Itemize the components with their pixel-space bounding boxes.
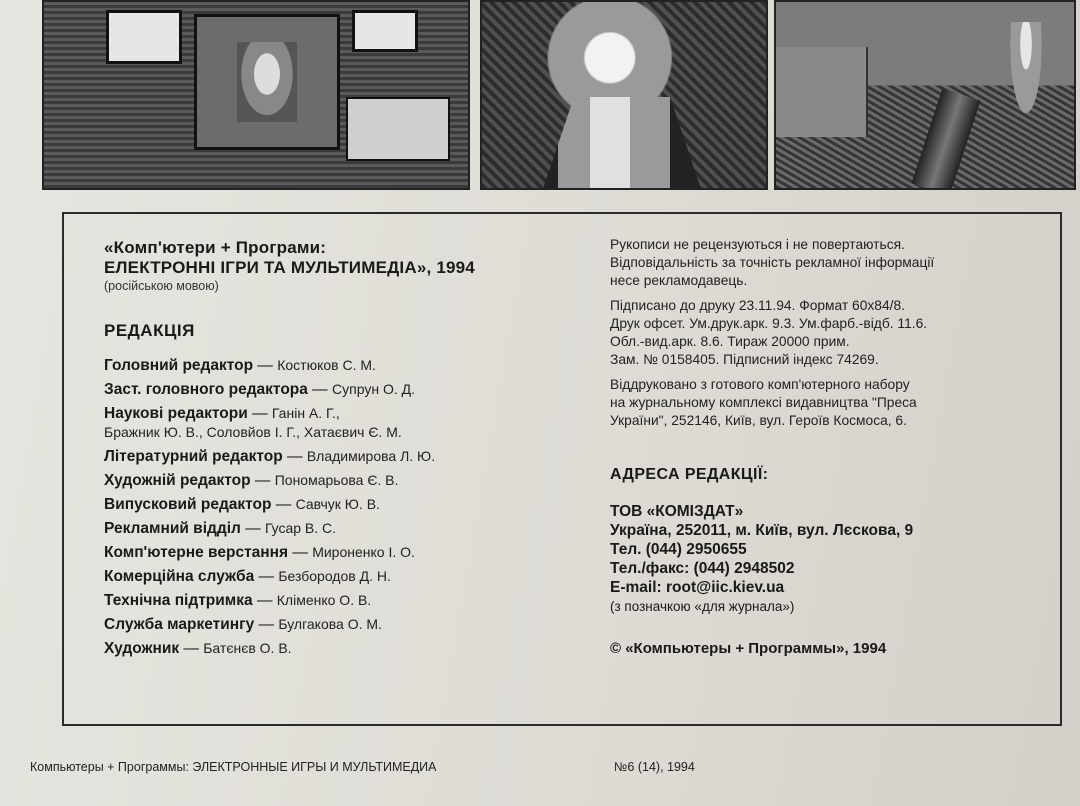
- notice-line: несе рекламодавець.: [610, 273, 748, 288]
- magazine-title-line1: «Комп'ютери + Програми:: [104, 238, 327, 257]
- staff-row: [104, 446, 574, 467]
- footer-issue-number: №6 (14), 1994: [614, 760, 695, 774]
- staff-sep: —: [288, 544, 313, 561]
- enemy-figure: [1006, 22, 1046, 132]
- game-screenshot-3: [774, 0, 1076, 190]
- staff-sep: —: [252, 592, 277, 609]
- spec-line: Друк офсет. Ум.друк.арк. 9.3. Ум.фарб.-відб. 11.6.: [610, 316, 928, 331]
- typeset-line: Віддруковано з готового комп'ютерного набору: [610, 377, 910, 392]
- staff-person: Владимирова Л. Ю.: [306, 448, 436, 464]
- staff-role: Випусковий редактор: [104, 496, 272, 513]
- staff-row: [104, 638, 574, 659]
- notice-line: Рукописи не рецензуються і не повертаються.: [610, 237, 905, 252]
- monitor-left: [106, 10, 182, 64]
- staff-sep: —: [254, 568, 279, 585]
- game-screenshot-2: [480, 0, 768, 190]
- staff-role: Головний редактор: [104, 357, 254, 374]
- staff-sep: —: [240, 520, 265, 537]
- staff-person: Савчук Ю. В.: [295, 496, 380, 512]
- imprint-box: [62, 212, 1062, 726]
- game-screenshot-1: [42, 0, 470, 190]
- address-heading: АДРЕСА РЕДАКЦІЇ:: [610, 466, 769, 483]
- email-note: (з позначкою «для журнала»): [610, 599, 795, 614]
- typeset-info: [610, 376, 1050, 430]
- staff-sep: —: [250, 472, 275, 489]
- staff-role: Художник: [104, 640, 180, 657]
- staff-person: Бражник Ю. В., Соловйов І. Г., Хатаєвич Є. М.: [104, 424, 402, 440]
- footer-publication-name: Компьютеры + Программы: ЭЛЕКТРОННЫЕ ИГРЫ И МУЛЬТИМЕДИА: [30, 760, 437, 774]
- staff-role: Рекламний відділ: [104, 520, 241, 537]
- staff-row: [104, 403, 574, 424]
- staff-row: [104, 614, 574, 635]
- staff-sep: —: [253, 357, 278, 374]
- wall-block: [776, 47, 868, 137]
- character-figure: [237, 42, 297, 122]
- staff-row: [104, 379, 574, 400]
- staff-sep: —: [179, 640, 204, 657]
- staff-row: [104, 518, 574, 539]
- staff-person: Кліменко О. В.: [276, 592, 372, 608]
- gun-barrel: [542, 97, 702, 190]
- fax-number: Тел./факс: (044) 2948502: [610, 560, 795, 577]
- copyright-notice: © «Компьютеры + Программы», 1994: [610, 640, 887, 657]
- staff-person: Мироненко І. О.: [312, 544, 415, 560]
- staff-role: Комп'ютерне верстання: [104, 544, 289, 561]
- manuscript-notice: [610, 236, 1050, 290]
- monitor-right: [352, 10, 418, 52]
- spec-line: Підписано до друку 23.11.94. Формат 60х84/8.: [610, 298, 905, 313]
- staff-sep: —: [282, 448, 307, 465]
- staff-person: Ганін А. Г.,: [271, 405, 340, 421]
- staff-row: [104, 355, 574, 376]
- staff-person: Супрун О. Д.: [332, 381, 415, 397]
- staff-row: [104, 470, 574, 491]
- staff-person: Безбородов Д. Н.: [278, 568, 391, 584]
- phone-number: Тел. (044) 2950655: [610, 541, 747, 558]
- staff-person: Пономарьова Є. В.: [274, 472, 399, 488]
- spacer: [610, 369, 1050, 376]
- company-name: ТОВ «КОМІЗДАТ»: [610, 503, 744, 520]
- email-address: E-mail: root@iic.kiev.ua: [610, 579, 785, 596]
- staff-role: Технічна підтримка: [104, 592, 253, 609]
- staff-person: Булгакова О. М.: [278, 616, 382, 632]
- staff-row: [104, 590, 574, 611]
- staff-row-continued: [104, 422, 574, 443]
- language-note: (російською мовою): [104, 279, 219, 293]
- spec-line: Обл.-вид.арк. 8.6. Тираж 20000 прим.: [610, 334, 850, 349]
- magazine-title-line2: ЕЛЕКТРОННІ ІГРИ ТА МУЛЬТИМЕДІА», 1994: [104, 258, 475, 277]
- weapon-rod: [912, 88, 981, 190]
- staff-person: Костюков С. М.: [277, 357, 376, 373]
- staff-sep: —: [307, 381, 332, 398]
- staff-person: Гусар В. С.: [264, 520, 337, 536]
- game-screenshots-strip: [42, 0, 1076, 192]
- imprint-left-column: [104, 238, 574, 662]
- staff-row: [104, 494, 574, 515]
- staff-role: Художній редактор: [104, 472, 251, 489]
- staff-row: [104, 566, 574, 587]
- typeset-line: на журнальному комплексі видавництва "Преса: [610, 395, 917, 410]
- staff-role: Наукові редактори: [104, 405, 248, 422]
- staff-sep: —: [254, 616, 279, 633]
- spacer: [610, 290, 1050, 297]
- staff-role: Комерційна служба: [104, 568, 255, 585]
- staff-row: [104, 542, 574, 563]
- print-specs: [610, 297, 1050, 369]
- spec-line: Зам. № 0158405. Підписний індекс 74269.: [610, 352, 879, 367]
- staff-role: Заст. головного редактора: [104, 381, 308, 398]
- character-panel: [194, 14, 340, 150]
- staff-role: Літературний редактор: [104, 448, 283, 465]
- notice-line: Відповідальність за точність рекламної інформації: [610, 255, 935, 270]
- weapon-panel: [346, 97, 450, 161]
- editorial-heading: РЕДАКЦІЯ: [104, 321, 195, 340]
- imprint-right-column: [610, 236, 1050, 657]
- staff-person: Батєнєв О. В.: [203, 640, 292, 656]
- typeset-line: України", 252146, Київ, вул. Героїв Космоса, 6.: [610, 413, 907, 428]
- staff-role: Служба маркетингу: [104, 616, 255, 633]
- staff-sep: —: [271, 496, 296, 513]
- street-address: Україна, 252011, м. Київ, вул. Лєскова, 9: [610, 522, 914, 539]
- staff-list: [104, 355, 574, 659]
- staff-sep: —: [247, 405, 272, 422]
